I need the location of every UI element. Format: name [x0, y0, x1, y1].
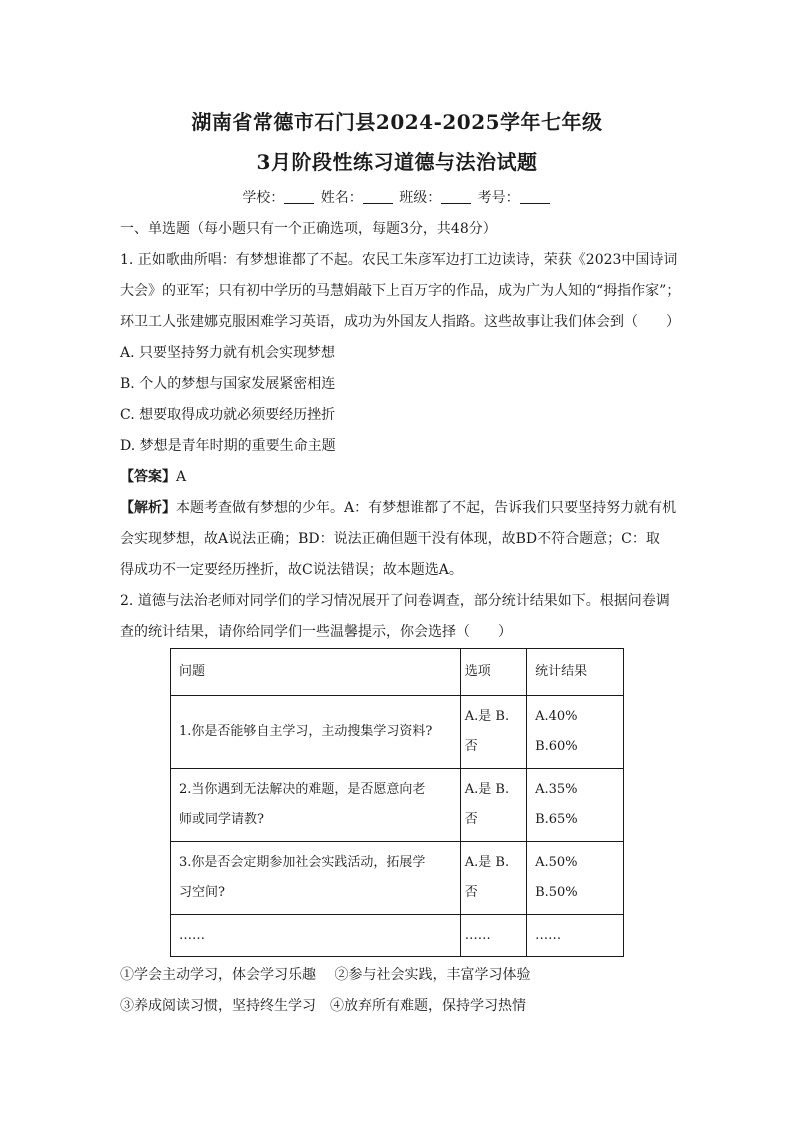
table-header-row — [171, 649, 624, 696]
question-cell — [171, 696, 461, 769]
school-label: 学校： — [242, 190, 285, 206]
table-row — [171, 696, 624, 769]
exam-no-label: 考号： — [477, 190, 520, 206]
result-cell — [527, 842, 624, 915]
result-value: A.50% — [535, 855, 578, 870]
result-value: A.35% — [535, 782, 578, 797]
q2-statement-line: ③养成阅读习惯，坚持终生学习 ④放弃所有难题，保持学习热情 — [120, 998, 526, 1014]
class-blank[interactable] — [441, 189, 471, 204]
analysis-line: 本题考查做有梦想的少年。A：有梦想谁都了不起，告诉我们只要坚持努力就有机 — [176, 500, 677, 516]
header-option: 选项 — [460, 649, 526, 696]
table-row — [171, 769, 624, 842]
analysis-line: 得成功不一定要经历挫折，故C说法错误；故本题选A。 — [120, 562, 463, 578]
q1-stem-line: 大会》的亚军；只有初中学历的马慧娟敲下上百万字的作品，成为广为人知的“拇指作家”； — [120, 283, 681, 299]
q2-statement-line: ①学会主动学习，体会学习乐趣 ②参与社会实践，丰富学习体验 — [120, 967, 531, 983]
q2-stem-line: 2. 道德与法治老师对同学们的学习情况展开了问卷调查，部分统计结果如下。根据问卷调 — [120, 593, 670, 609]
option-cell: A.是 B.否 — [460, 769, 526, 842]
question-text: 2.当你遇到无法解决的难题，是否愿意向老 — [179, 782, 426, 797]
section-heading: 一、单选题（每小题只有一个正确选项，每题3分，共48分） — [120, 221, 497, 237]
exam-title-line1: 湖南省常德市石门县2024-2025学年七年级 — [191, 110, 603, 134]
q1-option-d: D. 梦想是青年时期的重要生命主题 — [120, 438, 336, 454]
answer-tag: 【答案】 — [120, 469, 176, 485]
header-question: 问题 — [171, 649, 461, 696]
ellipsis-text: …… — [179, 927, 205, 943]
q2-stem-line: 查的统计结果，请你给同学们一些温馨提示，你会选择（ ） — [120, 624, 512, 640]
class-label: 班级： — [399, 190, 442, 206]
exam-title-line2: 3月阶段性练习道德与法治试题 — [256, 150, 538, 174]
question-cell — [171, 769, 461, 842]
result-value: B.50% — [535, 885, 578, 900]
question-cell — [171, 915, 461, 957]
name-label: 姓名： — [320, 190, 363, 206]
header-result: 统计结果 — [527, 649, 624, 696]
answer-value: A — [176, 469, 187, 485]
q1-analysis — [120, 497, 690, 517]
result-cell — [527, 915, 624, 957]
question-text: 1.你是否能够自主学习，主动搜集学习资料? — [179, 724, 433, 739]
q1-stem-line: 1. 正如歌曲所唱：有梦想谁都了不起。农民工朱彦军边打工边读诗，荣获《2023中国诗词 — [120, 252, 678, 268]
survey-table — [170, 648, 624, 957]
exam-no-blank[interactable] — [520, 189, 550, 204]
result-value: B.65% — [535, 812, 578, 827]
table-row — [171, 915, 624, 957]
analysis-line: 会实现梦想，故A说法正确；BD：说法正确但题干没有体现，故BD不符合题意；C：取 — [120, 531, 660, 547]
question-text: 师或同学请教? — [179, 812, 264, 827]
result-cell — [527, 696, 624, 769]
option-cell: A.是 B.否 — [460, 696, 526, 769]
result-value: B.60% — [535, 739, 578, 754]
option-cell: …… — [460, 915, 526, 957]
result-cell — [527, 769, 624, 842]
q1-stem-line: 环卫工人张建娜克服困难学习英语，成功为外国友人指路。这些故事让我们体会到（ ） — [120, 314, 680, 330]
name-blank[interactable] — [363, 189, 393, 204]
question-cell — [171, 842, 461, 915]
q1-answer — [120, 466, 690, 486]
option-cell: A.是 B.否 — [460, 842, 526, 915]
analysis-tag: 【解析】 — [120, 500, 176, 516]
table-row — [171, 842, 624, 915]
result-value: A.40% — [535, 709, 578, 724]
q1-option-a: A. 只要坚持努力就有机会实现梦想 — [120, 345, 336, 361]
question-text: 3.你是否会定期参加社会实践活动，拓展学 — [179, 855, 426, 870]
ellipsis-text: …… — [535, 927, 562, 943]
school-blank[interactable] — [284, 189, 314, 204]
q1-option-c: C. 想要取得成功就必须要经历挫折 — [120, 407, 336, 423]
student-info-line — [0, 187, 794, 207]
question-text: 习空间? — [179, 885, 225, 900]
q1-option-b: B. 个人的梦想与国家发展紧密相连 — [120, 376, 336, 392]
